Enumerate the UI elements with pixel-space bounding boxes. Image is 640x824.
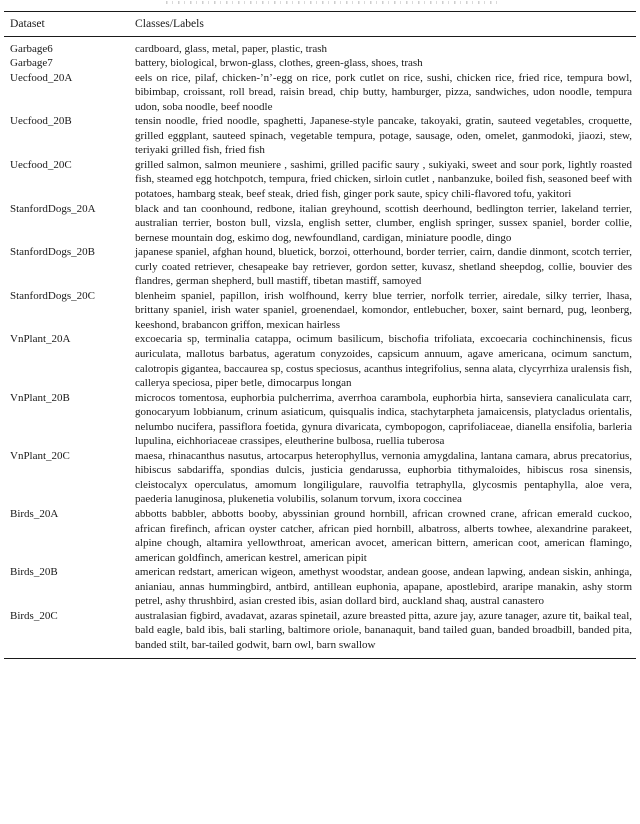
dataset-name-cell: StanfordDogs_20A xyxy=(10,202,96,215)
class-labels-cell: blenheim spaniel, papillon, irish wolfhound, kerry blue terrier, norfolk terrier, airedale, silky terrier, lhasa, brittany spaniel, irish water spaniel, groenendael, komondor, entlebucher, boxer, saint bernard, pug, leonberg, keeshond, brabancon griffon, mexican hairless xyxy=(135,289,632,331)
dataset-name-cell: Garbage6 xyxy=(10,42,53,55)
table-row xyxy=(4,332,636,390)
class-labels-cell: australasian figbird, avadavat, azaras spinetail, azure breasted pitta, azure jay, azure tanager, azure tit, baikal teal, bald eagle, bald ibis, bali starling, baltimore oriole, bananaquit, band tailed guan, banded broadbill, banded pita, banded stilt, bar-tailed godwit, barn owl, barn swallow xyxy=(135,609,632,651)
table-row xyxy=(4,609,636,653)
table-row xyxy=(4,449,636,507)
column-header-dataset: Dataset xyxy=(10,17,45,30)
class-labels-cell: japanese spaniel, afghan hound, bluetick, borzoi, otterhound, border terrier, cairn, dandie dinmont, scotch terrier, curly coated retriever, chesapeake bay retriever, gordon setter, kuvasz, shetland sheepdog, collie, bouvier des flandres, german shepherd, bull mastiff, tibetan mastiff, samoyed xyxy=(135,246,632,288)
class-labels-cell: abbotts babbler, abbotts booby, abyssinian ground hornbill, african crowned crane, african emerald cuckoo, african firefinch, african oyster catcher, african pied hornbill, albatross, alberts towhee, alexandrine parakeet, alpine chough, altamira yellowthroat, american avocet, american bittern, american coot, american flamingo, american goldfinch, american kestrel, american pipit xyxy=(135,508,632,564)
class-labels-cell: battery, biological, brwon-glass, clothes, green-glass, shoes, trash xyxy=(135,57,423,70)
table-row xyxy=(4,289,636,333)
dataset-name-cell: StanfordDogs_20C xyxy=(10,289,95,302)
table-row xyxy=(4,391,636,449)
class-labels-cell: black and tan coonhound, redbone, italian greyhound, scottish deerhound, bedlington terrier, lakeland terrier, australian terrier, boston bull, vizsla, english setter, clumber, english springer, sussex spaniel, border collie, bernese mountain dog, eskimo dog, newfoundland, cardigan, miniature poodle, dingo xyxy=(135,202,632,244)
dataset-name-cell: StanfordDogs_20B xyxy=(10,246,95,259)
table-row xyxy=(4,202,636,246)
clipped-table-caption-fragment xyxy=(166,1,500,4)
dataset-name-cell: VnPlant_20C xyxy=(10,449,70,462)
class-labels-cell: eels on rice, pilaf, chicken-’n’-egg on rice, pork cutlet on rice, sushi, chicken rice, fried rice, tempura bowl, bibimbap, croissant, roll bread, raisin bread, chip butty, hamburger, pizza, sandwiches, udon noodle, tempura udon, soba noodle, beef noodle xyxy=(135,71,632,113)
table-header-row xyxy=(4,12,636,36)
dataset-name-cell: Birds_20B xyxy=(10,566,58,579)
column-header-classes-labels: Classes/Labels xyxy=(135,17,204,30)
table-row xyxy=(4,245,636,289)
table-row xyxy=(4,71,636,115)
class-labels-cell: maesa, rhinacanthus nasutus, artocarpus heterophyllus, vernonia amygdalina, lantana camara, abrus precatorius, hibiscus sabdariffa, spondias dulcis, justicia gendarussa, euphorbia tithymaloides, hibiscus rosa sinensis, cleistocalyx operculatus, amomum longiligulare, rauvolfia tetraphylla, glycosmis pentaphylla, aloe vera, paederia lanuginosa, plukenetia volubilis, solanum torvum, ixora coccinea xyxy=(135,449,632,506)
table-row xyxy=(4,114,636,158)
dataset-name-cell: Uecfood_20C xyxy=(10,158,72,171)
dataset-name-cell: Garbage7 xyxy=(10,57,53,70)
datasets-classes-table xyxy=(4,11,636,659)
table-row xyxy=(4,507,636,565)
class-labels-cell: american redstart, american wigeon, amethyst woodstar, andean goose, andean lapwing, andean siskin, anhinga, anianiau, annas hummingbird, antbird, antillean euphonia, apapane, apostlebird, araripe manakin, ashy storm petrel, ashy thrushbird, asian crested ibis, asian dollard bird, auckland shaq, austral canastero xyxy=(135,566,632,608)
table-row xyxy=(4,56,636,71)
class-labels-cell: tensin noodle, fried noodle, spaghetti, Japanese-style pancake, takoyaki, gratin, sauteed vegetables, croquette, grilled eggplant, sauteed spinach, vegetable tempura, potage, sausage, oden, omelet, ganmodoki, jiaozi, stew, teriyaki grilled fish, fried fish xyxy=(135,115,632,157)
table-row xyxy=(4,565,636,609)
table-body xyxy=(4,37,636,658)
dataset-name-cell: VnPlant_20A xyxy=(10,333,71,346)
table-row xyxy=(4,42,636,57)
class-labels-cell: microcos tomentosa, euphorbia pulcherrima, averrhoa carambola, euphorbia hirta, sanseviera canaliculata carr, gonocaryum lobbianum, crinum asiaticum, quisqualis indica, stachytarpheta jamaicensis, platycladus orientalis, nelumbo nucifera, passiflora foetida, gynura divaricata, cymbopogon, caprifoliaceae, dianella ensifolia, barleria lupulina, eichhoriaceae crassipes, eleutherine bulbosa, ruellia tuberosa xyxy=(135,391,632,448)
table-bottom-rule xyxy=(4,658,636,659)
dataset-name-cell: Uecfood_20A xyxy=(10,71,73,84)
dataset-name-cell: Uecfood_20B xyxy=(10,115,72,128)
dataset-name-cell: Birds_20C xyxy=(10,609,58,622)
class-labels-cell: excoecaria sp, terminalia catappa, ocimum basilicum, bischofia trifoliata, excoecaria cochinchinensis, ficus auriculata, mallotus barbatus, ageratum conyzoides, capsicum annuum, agave americana, ocimum sanctum, calotropis gigantea, baccaurea sp, costus speciosus, acanthus integrifolius, senna alata, clycyrrhiza uralensis fish, callerya speciosa, piper betle, dimocarpus longan xyxy=(135,333,632,390)
dataset-name-cell: VnPlant_20B xyxy=(10,391,70,404)
class-labels-cell: cardboard, glass, metal, paper, plastic, trash xyxy=(135,42,327,55)
table-row xyxy=(4,158,636,202)
dataset-name-cell: Birds_20A xyxy=(10,508,59,520)
class-labels-cell: grilled salmon, salmon meuniere , sashimi, grilled pacific saury , sukiyaki, sweet and sour pork, lightly roasted fish, steamed egg hotchpotch, tempura, fried chicken, sirloin cutlet , nanbanzuke, boiled fish, seasoned beef with potatoes, hambarg steak, beef steak, dried fish, ginger pork saute, spicy chili-flavored tofu, yakitori xyxy=(135,158,632,200)
